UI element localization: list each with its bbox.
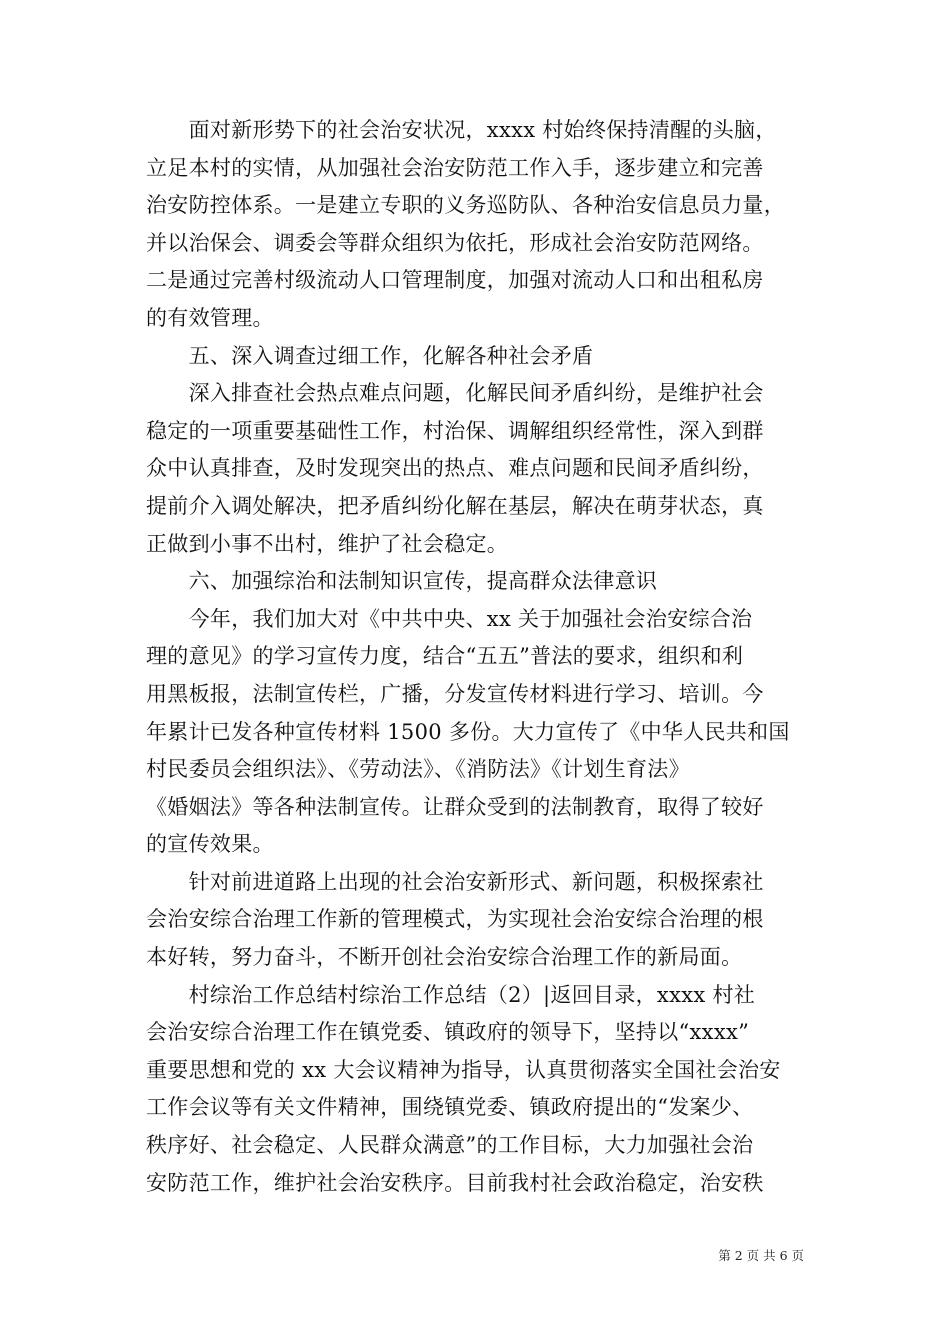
- text-line: 《婚姻法》等各种法制宣传。让群众受到的法制教育，取得了较好: [146, 794, 764, 819]
- text-line: 用黑板报，法制宣传栏，广播，分发宣传材料进行学习、培训。今: [146, 681, 764, 706]
- text-line: 二是通过完善村级流动人口管理制度，加强对流动人口和出租私房: [146, 268, 764, 293]
- text-line: 并以治保会、调委会等群众组织为依托，形成社会治安防范网络。: [146, 230, 764, 255]
- text-line: 会治安综合治理工作在镇党委、镇政府的领导下，坚持以“xxxx”: [146, 1020, 750, 1045]
- text-line: 会治安综合治理工作新的管理模式，为实现社会治安综合治理的根: [146, 907, 764, 932]
- section-heading: 六、加强综治和法制知识宣传，提高群众法律意识: [146, 569, 658, 594]
- text-line: 深入排查社会热点难点问题，化解民间矛盾纠纷，是维护社会: [146, 381, 764, 406]
- text-line: 工作会议等有关文件精神，围绕镇党委、镇政府提出的“发案少、: [146, 1095, 754, 1120]
- text-line: 稳定的一项重要基础性工作，村治保、调解组织经常性，深入到群: [146, 418, 764, 443]
- text-line: 的宣传效果。: [146, 832, 274, 857]
- text-line: 面对新形势下的社会治安状况，xxxx 村始终保持清醒的头脑，: [146, 118, 777, 142]
- text-line: 秩序好、社会稳定、人民群众满意”的工作目标，大力加强社会治: [146, 1133, 754, 1158]
- text-line: 年累计已发各种宣传材料 1500 多份。大力宣传了《中华人民共和国: [146, 719, 790, 744]
- text-line: 本好转，努力奋斗，不断开创社会治安综合治理工作的新局面。: [146, 945, 743, 970]
- text-line: 重要思想和党的 xx 大会议精神为指导，认真贯彻落实全国社会治安: [146, 1057, 781, 1082]
- text-line: 治安防控体系。一是建立专职的义务巡防队、各种治安信息员力量，: [146, 193, 785, 218]
- text-line: 村综治工作总结村综治工作总结（2）|返回目录，xxxx 村社: [146, 982, 756, 1007]
- text-line: 理的意见》的学习宣传力度，结合“五五”普法的要求，组织和利: [146, 644, 744, 669]
- text-line: 众中认真排查，及时发现突出的热点、难点问题和民间矛盾纠纷，: [146, 456, 764, 481]
- document-body: [146, 112, 806, 1202]
- text-line: 针对前进道路上出现的社会治安新形式、新问题，积极探索社: [146, 869, 764, 894]
- text-line: 正做到小事不出村，维护了社会稳定。: [146, 531, 509, 556]
- section-heading: 五、深入调查过细工作，化解各种社会矛盾: [146, 343, 594, 368]
- text-line: 立足本村的实情，从加强社会治安防范工作入手，逐步建立和完善: [146, 155, 764, 180]
- text-line: 的有效管理。: [146, 305, 274, 330]
- text-line: 安防范工作，维护社会治安秩序。目前我村社会政治稳定，治安秩: [146, 1170, 764, 1195]
- text-line: 提前介入调处解决，把矛盾纠纷化解在基层，解决在萌芽状态，真: [146, 493, 764, 518]
- text-line: 村民委员会组织法》、《劳动法》、《消防法》《计划生育法》: [146, 757, 690, 782]
- page-number: 第 2 页 共 6 页: [718, 1248, 804, 1263]
- text-line: 今年，我们加大对《中共中央、xx 关于加强社会治安综合治: [146, 606, 753, 631]
